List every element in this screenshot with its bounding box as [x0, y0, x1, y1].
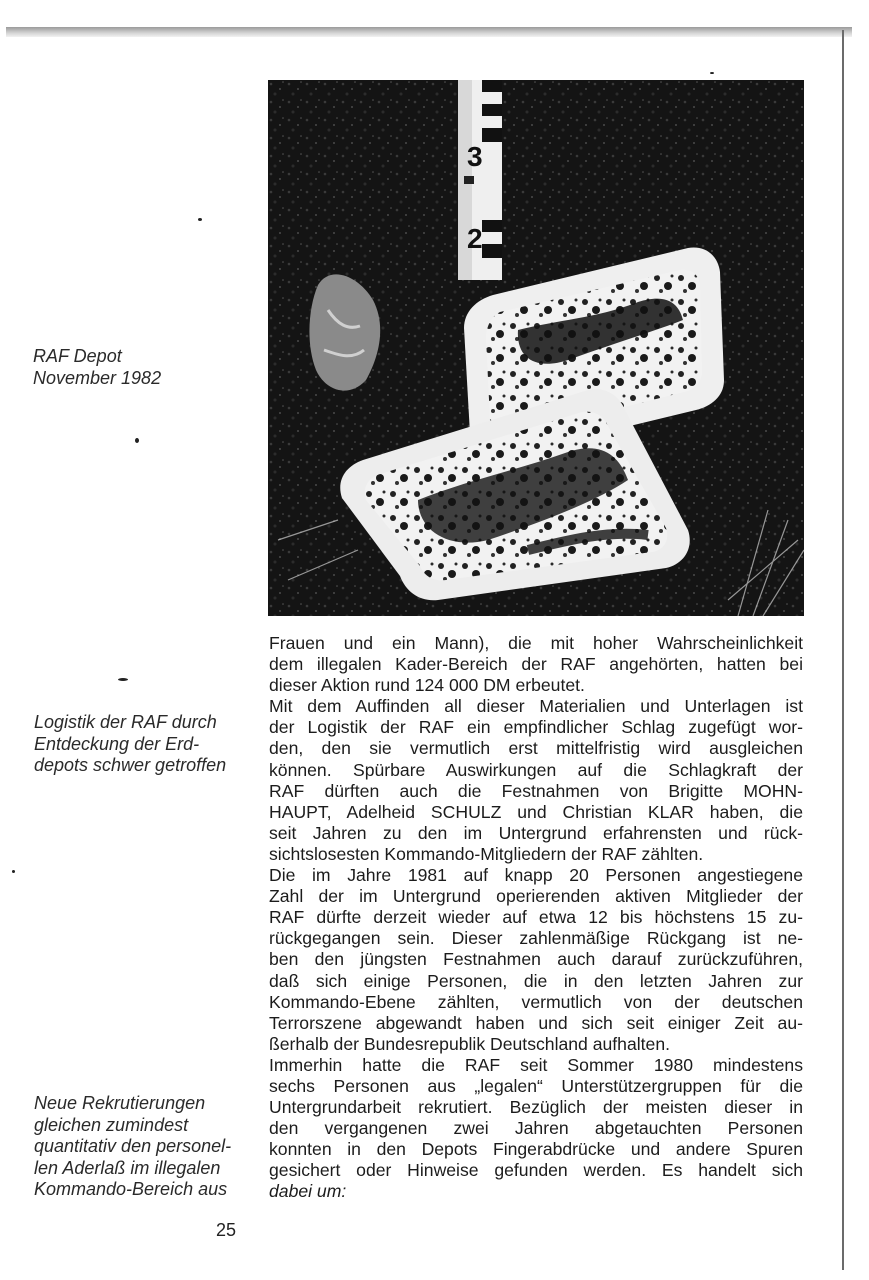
- scan-speck: [710, 72, 714, 74]
- side-note-line: gleichen zumindest: [34, 1114, 189, 1135]
- body-line: konnten in den Depots Fingerabdrücke und andere Spuren: [269, 1139, 803, 1160]
- scan-border-right: [842, 30, 844, 1270]
- body-line: seit Jahren zu den im Untergrund erfahrensten und rück-: [269, 822, 803, 843]
- body-line: gesichert oder Hinweise gefunden werden. Es handelt sich: [269, 1160, 803, 1181]
- side-note-line: Neue Rekrutierungen: [34, 1093, 206, 1113]
- body-line: Zahl der im Untergrund operierenden aktiven Mitglieder der: [269, 886, 803, 907]
- body-line: dieser Aktion rund 124 000 DM erbeutet.: [269, 675, 585, 696]
- scale-label: 2: [467, 223, 483, 254]
- page-number: 25: [216, 1220, 237, 1240]
- body-line: sichtslosesten Kommando-Mitgliedern der RAF zählten.: [269, 843, 704, 864]
- body-line: dem illegalen Kader-Bereich der RAF angehörten, hatten bei: [269, 654, 803, 675]
- body-line: RAF dürfte derzeit wieder auf etwa 12 bis höchstens 15 zu-: [269, 907, 803, 928]
- scan-speck: [118, 678, 128, 681]
- photo-caption: [33, 346, 161, 389]
- side-note-line: quantitativ den personel-: [34, 1136, 232, 1156]
- body-line: Immerhin hatte die RAF seit Sommer 1980 mindestens: [269, 1054, 803, 1075]
- body-line: ben den jüngsten Festnahmen auch darauf zurückzuführen,: [269, 949, 803, 970]
- main-body-text: [269, 633, 803, 1203]
- body-line: ßerhalb der Bundesrepublik Deutschland aufhalten.: [269, 1033, 671, 1054]
- body-line: dabei um:: [269, 1181, 347, 1202]
- side-note-rekrutierung: [34, 1093, 231, 1201]
- scan-speck: [12, 870, 15, 873]
- scan-border-top: [6, 27, 852, 37]
- body-line: rückgegangen sein. Dieser zahlenmäßige Rückgang ist ne-: [269, 928, 803, 949]
- depot-photo: [268, 80, 804, 616]
- body-line: Untergrundarbeit rekrutiert. Bezüglich der meisten dieser in: [269, 1097, 803, 1118]
- side-note-logistik: [34, 712, 226, 777]
- caption-line: November 1982: [33, 367, 162, 388]
- body-line: HAUPT, Adelheid SCHULZ und Christian KLAR haben, die: [269, 801, 803, 822]
- body-line: Frauen und ein Mann), die mit hoher Wahrscheinlichkeit: [269, 633, 803, 653]
- scan-speck: [135, 438, 139, 443]
- side-note-line: depots schwer getroffen: [34, 755, 227, 775]
- side-note-line: Kommando-Bereich aus: [34, 1179, 228, 1199]
- body-line: Kommando-Ebene zählten, vermutlich von der deutschen: [269, 991, 803, 1012]
- body-line: den, den sie vermutlich erst mittelfristig wird ausgleichen: [269, 738, 803, 759]
- side-note-line: Entdeckung der Erd-: [34, 733, 200, 754]
- body-line: der Logistik der RAF ein empfindlicher Schlag zugefügt wor-: [269, 717, 803, 738]
- scale-label: 3: [467, 141, 483, 172]
- body-line: Die im Jahre 1981 auf knapp 20 Personen angestiegene: [269, 865, 803, 886]
- body-line: sechs Personen aus „legalen“ Unterstützergruppen für die: [269, 1075, 803, 1096]
- side-note-line: len Aderlaß im illegalen: [34, 1157, 221, 1178]
- side-note-line: Logistik der RAF durch: [34, 712, 217, 732]
- body-line: daß sich einige Personen, die in den letzten Jahren zur: [269, 970, 803, 991]
- body-line: Terrorszene abgewandt haben und sich seit einiger Zeit au-: [269, 1012, 803, 1033]
- body-line: den vergangenen zwei Jahren abgetauchten Personen: [269, 1118, 803, 1139]
- body-line: RAF dürften auch die Festnahmen von Brigitte MOHN-: [269, 780, 803, 801]
- scan-speck: [198, 218, 202, 221]
- measuring-scale: [458, 80, 502, 280]
- body-line: Mit dem Auffinden all dieser Materialien und Unterlagen ist: [269, 696, 803, 717]
- caption-line: RAF Depot: [33, 346, 122, 366]
- body-line: können. Spürbare Auswirkungen auf die Schlagkraft der: [269, 759, 803, 780]
